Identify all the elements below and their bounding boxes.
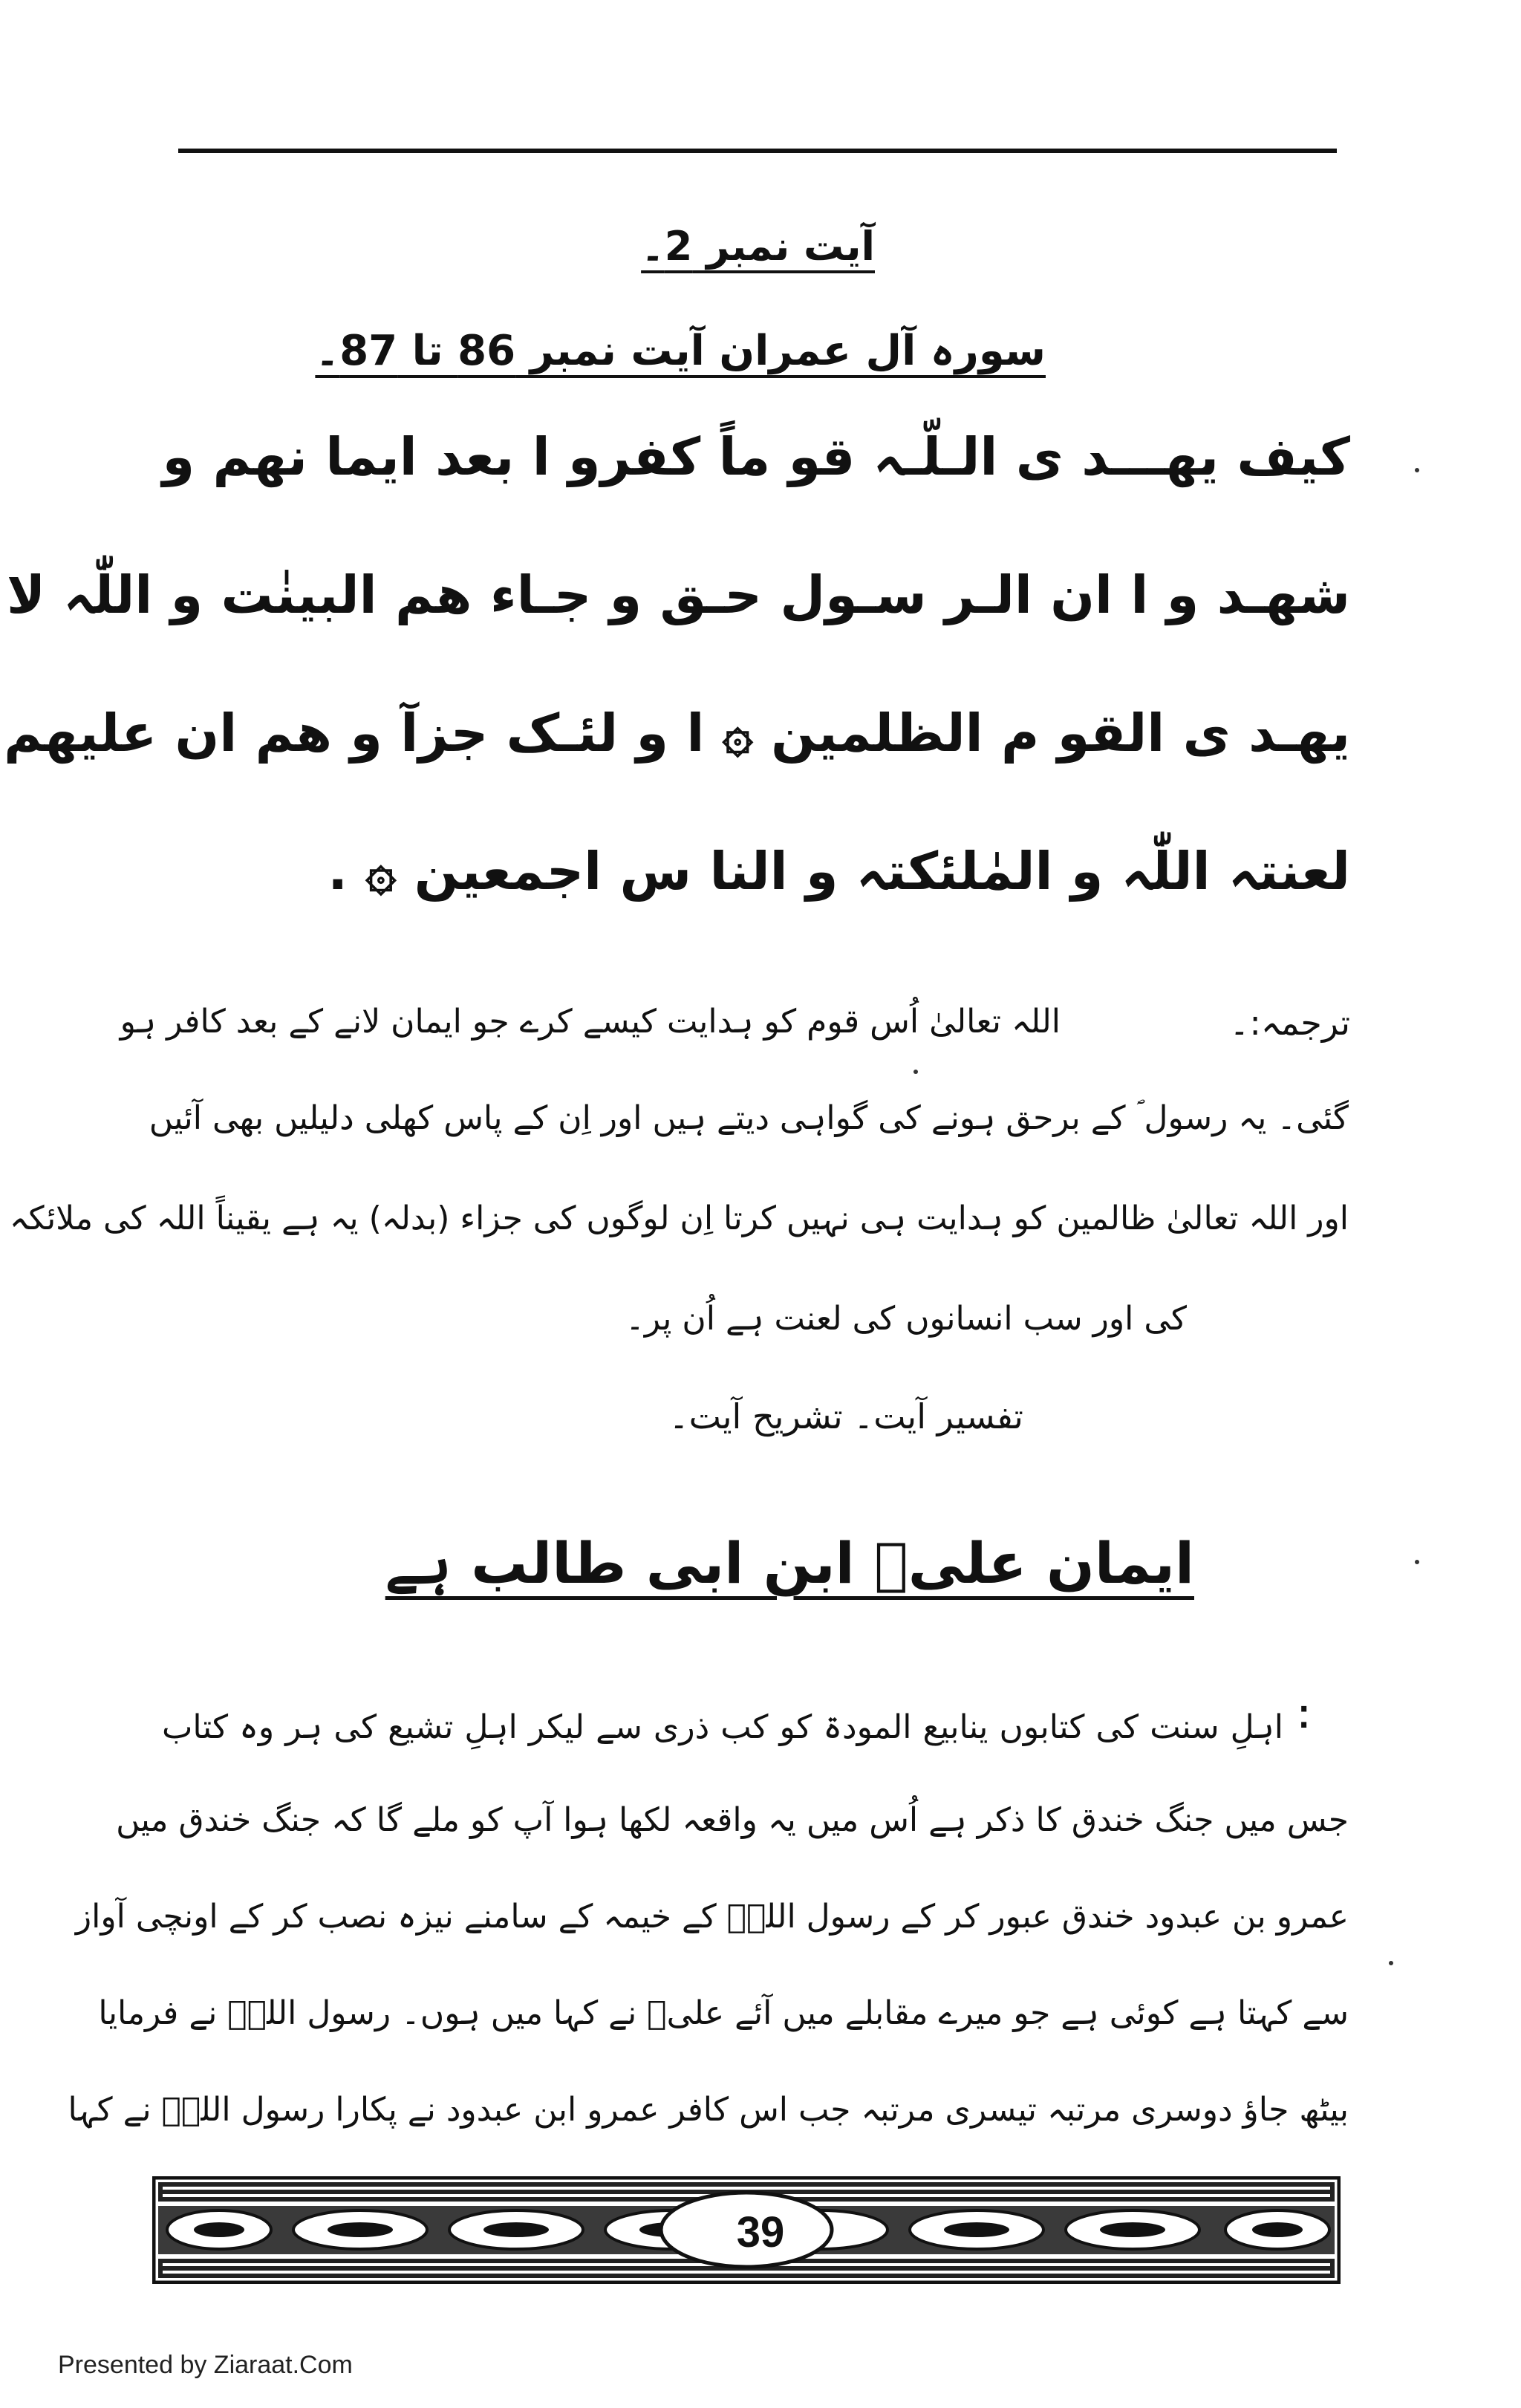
- paragraph-line: اہلِ سنت کی کتابوں ینابیع المودۃ کو کب ذری سے لیکر اہلِ تشیع کی ہر وہ کتاب: [162, 1708, 1283, 1746]
- ayat-number-heading: آیت نمبر 2۔: [641, 223, 875, 270]
- translation-line: اللہ تعالیٰ اُس قوم کو ہدایت کیسے کرے جو ایمان لانے کے بعد کافر ہو: [120, 1003, 1061, 1041]
- arabic-verse-line: شھـد و ا ان الـر سـول حـق و جـاء ھم البینٰت و اللّٰہ لا: [6, 564, 1350, 625]
- paragraph-line: سے کہتا ہے کوئی ہے جو میرے مقابلے میں آئے علیؑ نے کہا میں ہوں۔ رسول اللہؐ نے فرمایا: [98, 1994, 1349, 2032]
- scan-speck: [1415, 468, 1419, 472]
- translation-line: اور اللہ تعالیٰ ظالمین کو ہدایت ہی نہیں کرتا اِن لوگوں کی جزاء (بدلہ) یہ ہے یقیناً اللہ کی ملائکہ: [9, 1200, 1349, 1237]
- top-rule: [178, 149, 1337, 153]
- arabic-verse-line: لعنتہ اللّٰہ و المٰلئکتہ و النا س اجمعین ۞ .: [328, 841, 1350, 902]
- paragraph-line: بیٹھ جاؤ دوسری مرتبہ تیسری مرتبہ جب اس کافر عمرو ابن عبدود نے پکارا رسول اللہؐ نے کہا: [68, 2091, 1349, 2129]
- paragraph-line: عمرو بن عبدود خندق عبور کر کے رسول اللہؐ کے خیمہ کے سامنے نیزہ نصب کر کے اونچی آواز: [75, 1898, 1349, 1936]
- bullet-dots-icon: ⁚: [1298, 1701, 1310, 1735]
- arabic-verse: [4, 426, 1350, 983]
- surah-reference-heading: سورہ آل عمران آیت نمبر 86 تا 87۔: [315, 327, 1046, 375]
- page-number: 39: [736, 2208, 785, 2256]
- tafseer-heading: تفسیر آیت۔ تشریح آیت۔: [668, 1396, 1023, 1436]
- paragraph-line: جس میں جنگ خندق کا ذکر ہے اُس میں یہ واقعہ لکھا ہوا آپ کو ملے گا کہ جنگ خندق میں: [116, 1801, 1349, 1839]
- translation-line: گئی۔ یہ رسول ؐ کے برحق ہونے کی گواہی دیتے ہیں اور اِن کے پاس کھلی دلیلیں بھی آئیں: [149, 1099, 1349, 1137]
- translation-line: کی اور سب انسانوں کی لعنت ہے اُن پر۔: [625, 1300, 1187, 1338]
- section-heading: ایمان علیؑ ابن ابی طالب ہے: [385, 1530, 1194, 1596]
- translation-label: ترجمہ:۔: [1229, 1003, 1350, 1043]
- scan-speck: [913, 1070, 918, 1074]
- arabic-verse-line: یھـد ی القو م الظلمین ۞ ا و لئـک جزآ و ھم ان علیھم: [4, 703, 1350, 764]
- scan-speck: [1415, 1560, 1419, 1564]
- presented-by-credit: Presented by Ziaraat.Com: [58, 2351, 353, 2379]
- arabic-verse-line: کیف یھـــد ی الـلّـہ قو ماً کفرو ا بعد ایما نھم و: [162, 426, 1350, 487]
- scan-speck: [1389, 1961, 1393, 1965]
